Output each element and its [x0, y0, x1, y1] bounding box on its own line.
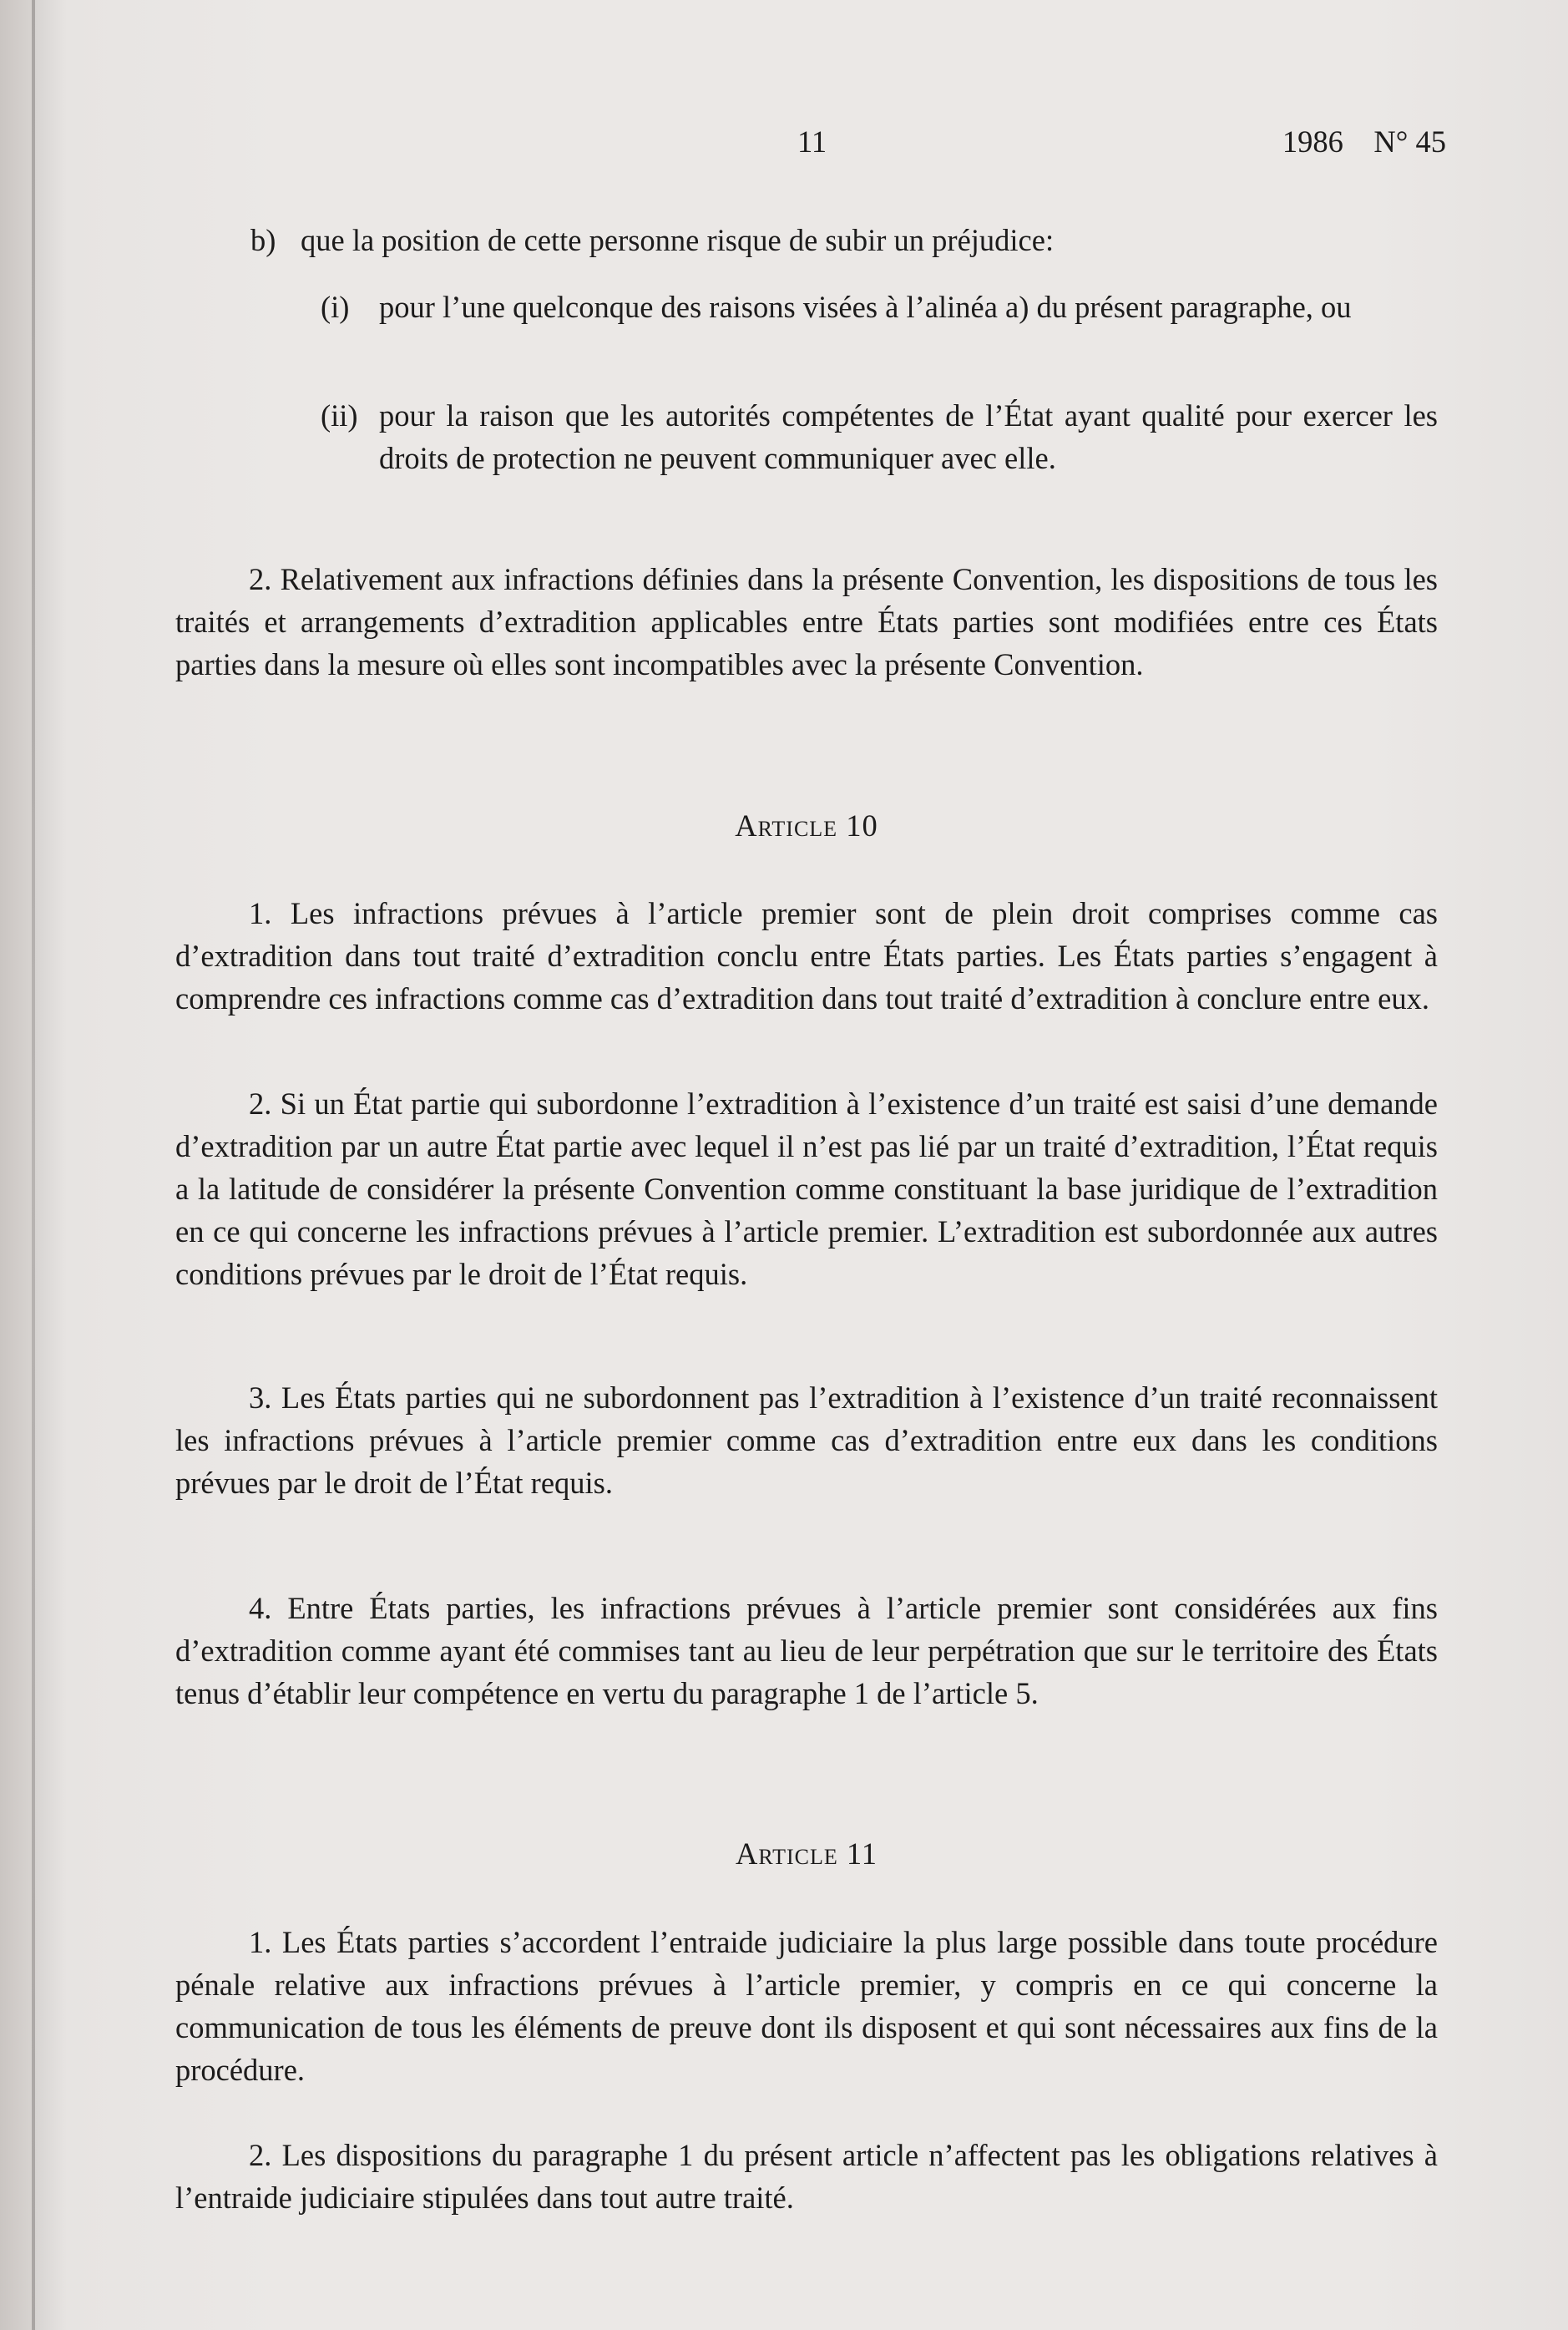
- article10-paragraph-3: [175, 1376, 1438, 1504]
- sub-item-i-label: (i): [321, 290, 350, 324]
- paragraph-text: 3. Les États parties qui ne subordonnent pas l’extradition à l’existence d’un traité reconnaissent les infractions prévues à l’article premier comme cas d’extradition entre eux dans les conditions prévues par le droit de l’État requis.: [175, 1380, 1438, 1500]
- article10-paragraph-1: [175, 892, 1438, 1020]
- article-11-heading: Article 11: [735, 1836, 878, 1871]
- binding-shadow: [0, 0, 32, 2330]
- binding-edge: [32, 0, 35, 2330]
- sub-item-i-text: pour l’une quelconque des raisons visées à l’alinéa a) du présent paragraphe, ou: [379, 290, 1352, 324]
- item-b-label: b): [250, 223, 276, 257]
- paragraph-text: 4. Entre États parties, les infractions prévues à l’article premier sont considérées aux fins d’extradition comme ayant été commises tant au lieu de leur perpétration que sur le territoire des États tenus d’établir leur compétence en vertu du paragraphe 1 de l’article 5.: [175, 1591, 1438, 1710]
- sub-item-ii-label: (ii): [321, 398, 358, 433]
- article9-paragraph-2: [175, 558, 1438, 686]
- article10-paragraph-4: [175, 1587, 1438, 1715]
- paragraph-text: 2. Les dispositions du paragraphe 1 du présent article n’affectent pas les obligations relatives à l’entraide judiciaire stipulées dans tout autre traité.: [175, 2138, 1438, 2215]
- item-b-text: que la position de cette personne risque de subir un préjudice:: [301, 223, 1055, 257]
- item-b: [250, 219, 1438, 261]
- article11-paragraph-1: [175, 1921, 1438, 2091]
- paragraph-text: 2. Relativement aux infractions définies dans la présente Convention, les dispositions de tous les traités et arrangements d’extradition applicables entre États parties sont modifiées entre ces États parties dans la mesure où elles sont incompatibles avec la présente Convention.: [175, 562, 1438, 681]
- page-reference: 1986 N° 45: [1282, 124, 1446, 159]
- article10-paragraph-2: [175, 1082, 1438, 1295]
- sub-item-i: [321, 286, 1438, 328]
- paragraph-text: 2. Si un État partie qui subordonne l’extradition à l’existence d’un traité est saisi d’une demande d’extradition par un autre État partie avec lequel il n’est pas lié par un traité d’extradition, l’État requis a la latitude de considérer la présente Convention comme constituant la base juridique de l’extradition en ce qui concerne les infractions prévues à l’article premier. L’extradition est subordonnée aux autres conditions prévues par le droit de l’État requis.: [175, 1086, 1438, 1291]
- article11-paragraph-2: [175, 2134, 1438, 2219]
- article-10-heading: Article 10: [735, 808, 878, 843]
- sub-item-ii-text: pour la raison que les autorités compétentes de l’État ayant qualité pour exercer les droits de protection ne peuvent communiquer avec elle.: [379, 398, 1438, 475]
- paragraph-text: 1. Les infractions prévues à l’article premier sont de plein droit comprises comme cas d’extradition dans tout traité d’extradition conclu entre États parties. Les États parties s’engagent à comprendre ces infractions comme cas d’extradition dans tout traité d’extradition à conclure entre eux.: [175, 896, 1438, 1016]
- page-number: 11: [797, 124, 827, 159]
- sub-item-ii: [321, 394, 1438, 479]
- paragraph-text: 1. Les États parties s’accordent l’entraide judiciaire la plus large possible dans toute procédure pénale relative aux infractions prévues à l’article premier, y compris en ce qui concerne la communication de tous les éléments de preuve dont ils disposent et qui sont nécessaires aux fins de la procédure.: [175, 1925, 1438, 2087]
